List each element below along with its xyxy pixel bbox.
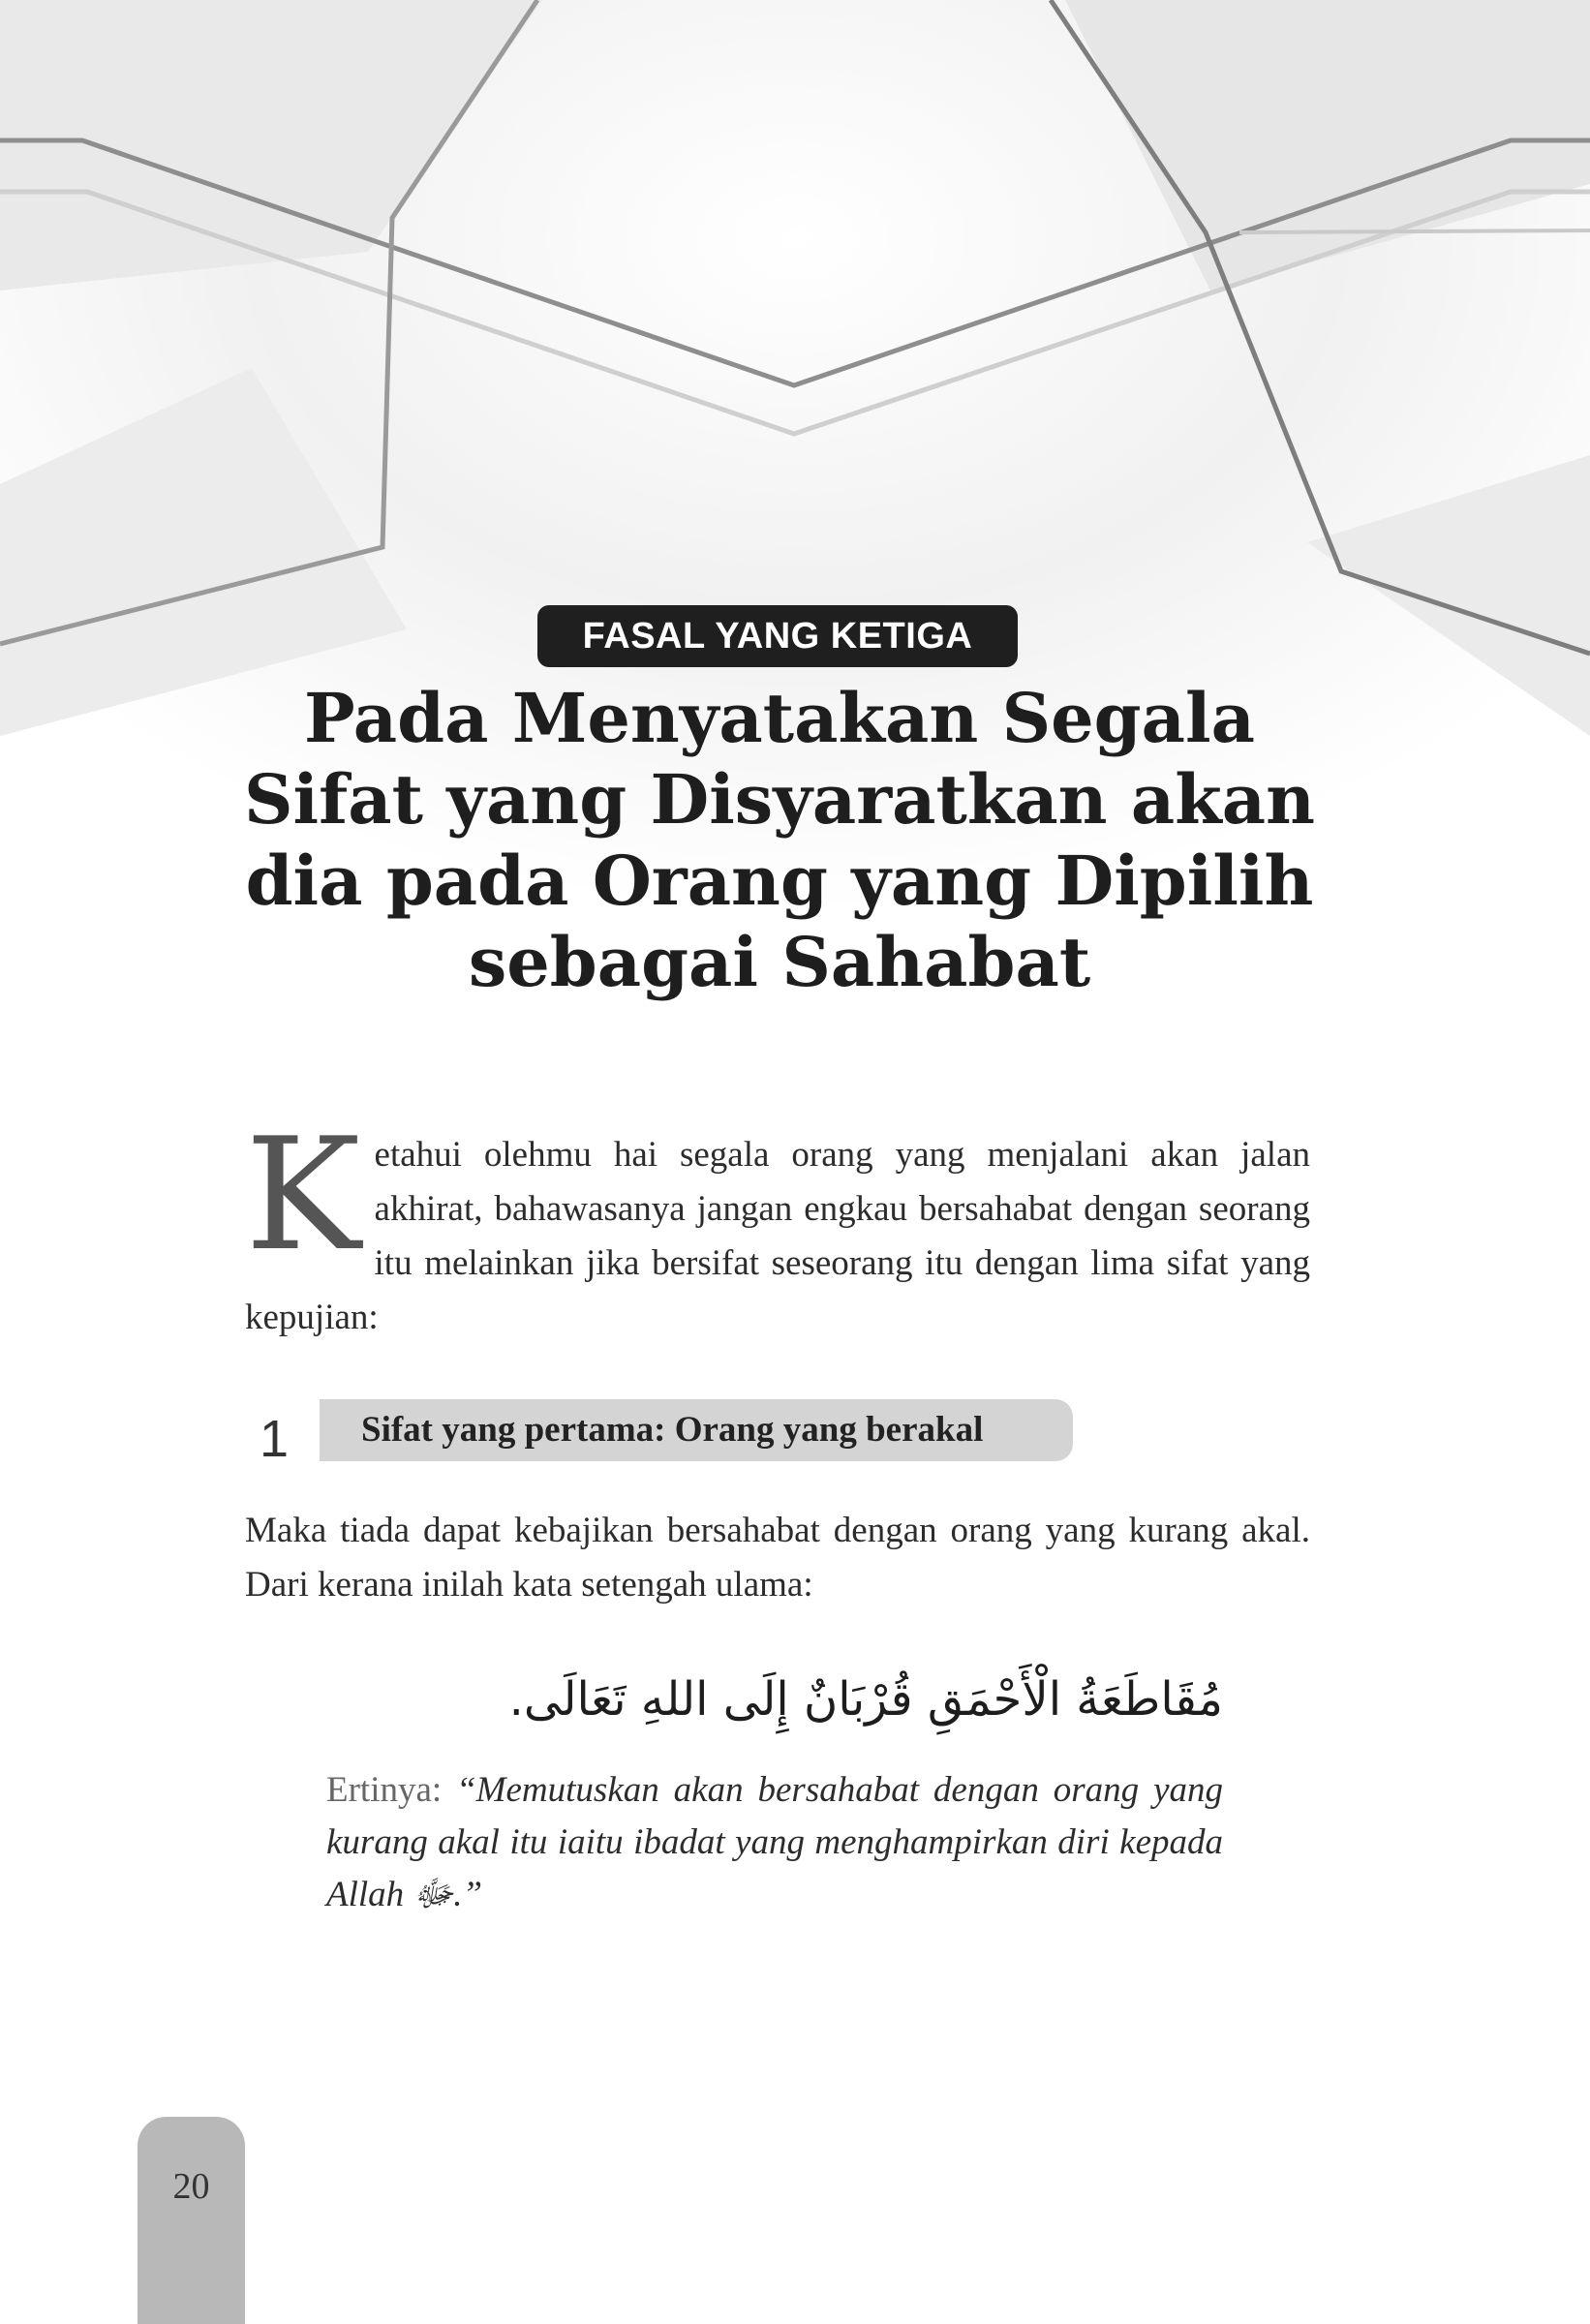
translation [326,1764,1223,1921]
page-number-tab [138,2117,245,2324]
intro-paragraph [245,1104,1310,1345]
chapter-title [194,678,1365,1003]
body-paragraph: Maka tiada dapat kebajikan bersahabat dengan orang yang kurang akal. Dari kerana inilah kata setengah ulama: [245,1511,1310,1605]
title-line: Sifat yang Disyaratkan akan [243,759,1316,840]
title-line: dia pada Orang yang Dipilih [245,841,1314,921]
section-heading: Sifat yang pertama: Orang yang berakal [361,1410,984,1450]
arabic-quote: مُقَاطَعَةُ الْأَحْمَقِ قُرْبَانٌ إِلَى اللهِ تَعَالَى. [508,1672,1223,1727]
section-number: 1 [260,1410,290,1468]
page-number: 20 [172,2166,210,2207]
title-line: Pada Menyatakan Segala [304,678,1255,758]
chapter-badge: FASAL YANG KETIGA [537,605,1018,667]
title-line: sebagai Sahabat [468,922,1091,1002]
translation-lead: Ertinya: [326,1770,457,1810]
translation-quote: “Memutuskan akan bersahabat dengan orang yang kurang akal itu iaitu ibadat yang menghampirkan diri kepada Allah ﷻ.” [326,1770,1224,1914]
intro-text: etahui olehmu hai segala orang yang menjalani akan jalan akhirat, bahawasanya jangan engkau bersahabat dengan seorang itu melainkan jika bersifat seseorang itu dengan lima sifat yang kepujian: [245,1135,1310,1337]
drop-cap: K [245,1104,361,1285]
